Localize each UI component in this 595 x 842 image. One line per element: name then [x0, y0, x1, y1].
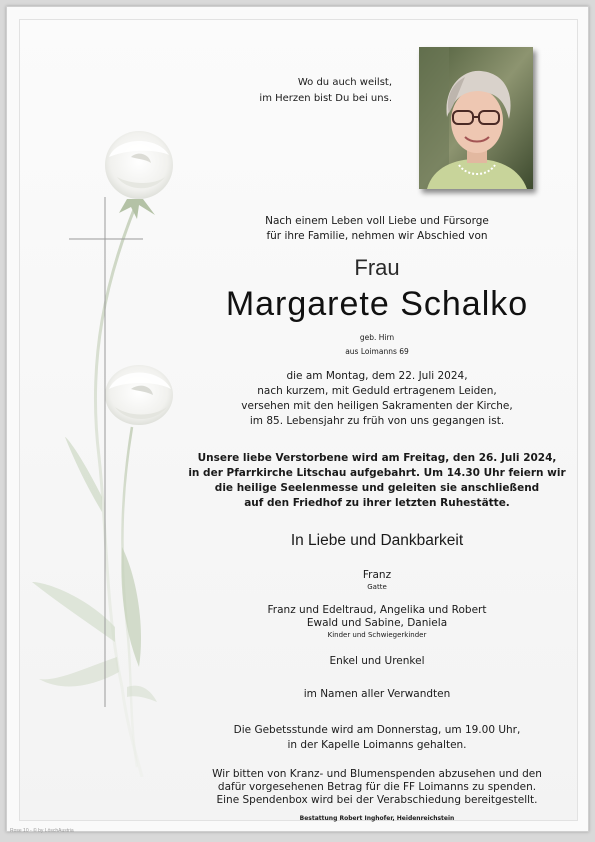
death-notice: [177, 369, 577, 429]
death-line: versehen mit den heiligen Sakramenten der Kirche,: [241, 400, 513, 412]
prayer-line: in der Kapelle Loimanns gehalten.: [287, 739, 467, 751]
funeral-line: die heilige Seelenmesse und geleiten sie anschließend: [214, 482, 540, 494]
grandchildren: Enkel und Urenkel: [329, 655, 425, 667]
address: aus Loimanns 69: [345, 347, 409, 356]
deceased-name: Margarete Schalko: [225, 285, 529, 323]
white-rose-illustration: [27, 127, 197, 777]
memorial-quote: [192, 75, 392, 107]
children-names: Ewald und Sabine, Daniela: [306, 617, 448, 629]
relatives: im Namen aller Verwandten: [303, 688, 451, 700]
death-line: nach kurzem, mit Geduld ertragenem Leiden,: [257, 385, 497, 397]
prayer-line: Die Gebetsstunde wird am Donnerstag, um 19.00 Uhr,: [233, 724, 521, 736]
intro-text: [177, 214, 577, 244]
spouse-block: [177, 569, 577, 592]
birth-info: [177, 331, 577, 359]
spouse-name: Franz: [362, 569, 392, 581]
intro-line: Nach einem Leben voll Liebe und Fürsorge: [265, 215, 489, 227]
intro-line: für ihre Familie, nehmen wir Abschied von: [266, 230, 488, 242]
donation-line: Eine Spendenbox wird bei der Verabschiedung bereitgestellt.: [216, 794, 538, 806]
portrait-photo: [419, 47, 533, 189]
maiden-name: geb. Hirn: [359, 333, 395, 342]
funeral-line: auf den Friedhof zu ihrer letzten Ruhestätte.: [244, 497, 510, 509]
donation-line: Wir bitten von Kranz- und Blumenspenden abzusehen und den: [212, 768, 542, 780]
children-role: Kinder und Schwiegerkinder: [327, 631, 427, 639]
closing-heading: In Liebe und Dankbarkeit: [290, 532, 464, 549]
funeral-line: in der Pfarrkirche Litschau aufgebahrt. Um 14.30 Uhr feiern wir: [188, 467, 566, 479]
quote-line: Wo du auch weilst,: [297, 77, 392, 88]
salutation: Frau: [354, 255, 400, 280]
donation-line: dafür vorgesehenen Betrag für die FF Loimanns zu spenden.: [217, 781, 537, 793]
death-line: im 85. Lebensjahr zu früh von uns gegangen ist.: [249, 415, 505, 427]
undertaker-credit: Bestattung Robert Inghofer, Heidenreichstein: [299, 815, 455, 822]
children-block: [177, 604, 577, 640]
funeral-line: Unsere liebe Verstorbene wird am Freitag, den 26. Juli 2024,: [197, 452, 557, 464]
spouse-role: Gatte: [367, 583, 387, 591]
funeral-details: [177, 451, 577, 511]
death-line: die am Montag, dem 22. Juli 2024,: [286, 370, 468, 382]
obituary-card: [6, 6, 589, 832]
quote-line: im Herzen bist Du bei uns.: [259, 93, 392, 104]
prayer-notice: [177, 723, 577, 753]
donation-notice: [177, 768, 577, 807]
footer-credit: Rose 10 - © by LöschAustria: [10, 828, 74, 834]
children-names: Franz und Edeltraud, Angelika und Robert: [267, 604, 487, 616]
